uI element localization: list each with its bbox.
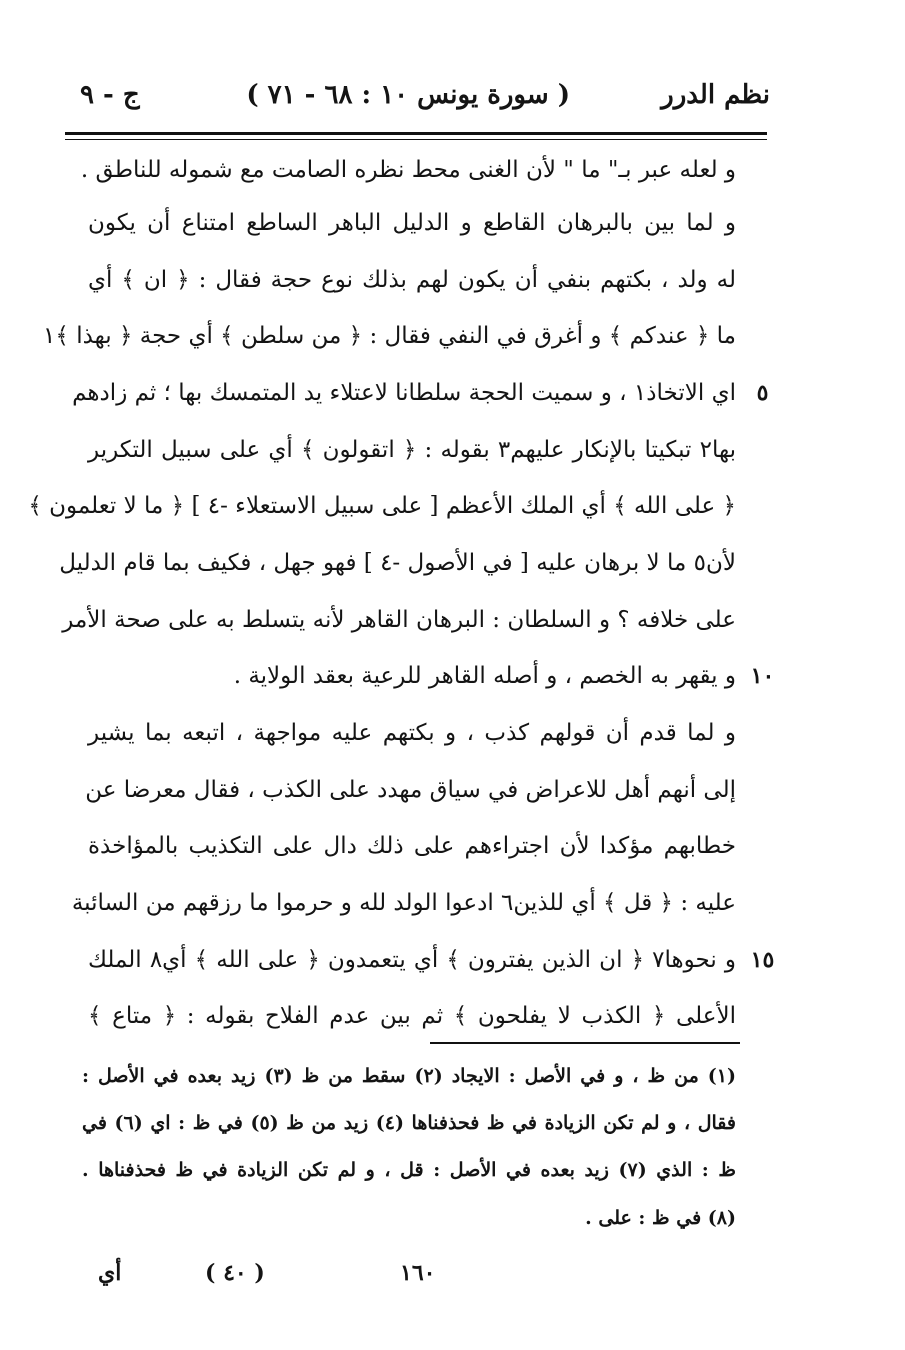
page-header — [70, 80, 770, 130]
header-rule-thin — [65, 139, 767, 140]
text-line: على خلافه ؟ و السلطان : البرهان القاهر لأنه يتسلط به على صحة الأمر — [62, 607, 736, 633]
header-rule-thick — [65, 132, 767, 135]
text-line: و لما بين بالبرهان القاطع و الدليل الباهر الساطع امتناع أن يكون — [88, 210, 736, 236]
footnote-line: (١) من ظ ، و في الأصل : الايجاد (٢) سقط من ظ (٣) زيد بعده في الأصل : — [82, 1065, 736, 1087]
text-line: و لما قدم أن قولهم كذب ، و بكتهم عليه مواجهة ، اتبعه بما يشير — [88, 720, 736, 746]
text-line: و لعله عبر بـ" ما " لأن الغنى محط نظره الصامت مع شموله للناطق . — [80, 157, 736, 183]
text-line: ما ﴿ عندكم ﴾ و أغرق في النفي فقال : ﴿ من سلطن ﴾ أي حجة ﴿ بهذا ﴾١ — [43, 323, 736, 349]
text-line: خطابهم مؤكدا لأن اجتراءهم على ذلك دال على التكذيب بالمؤاخذة — [88, 833, 736, 859]
line-number: ٥ — [756, 380, 769, 406]
footnote-line: (٨) في ظ : على . — [585, 1207, 736, 1229]
surah-reference: ( سورة يونس ١٠ : ٦٨ - ٧١ ) — [246, 80, 570, 110]
footnote-line: فقال ، و لم تكن الزيادة في ظ فحذفناها (٤) زيد من ظ (٥) في ظ : اي (٦) في — [82, 1112, 736, 1134]
text-line: و يقهر به الخصم ، و أصله القاهر للرعية بعقد الولاية . — [233, 663, 736, 689]
text-line: ﴿ على الله ﴾ أي الملك الأعظم [ على سبيل الاستعلاء -٤ ] ﴿ ما لا تعلمون ﴾ — [28, 493, 736, 519]
catchword: أي — [98, 1260, 122, 1286]
signature-mark: ( ٤٠ ) — [205, 1260, 265, 1286]
text-line: اي الاتخاذ١ ، و سميت الحجة سلطانا لاعتلاء يد المتمسك بها ؛ ثم زادهم — [72, 380, 736, 406]
line-number: ١٠ — [750, 663, 775, 689]
book-title: نظم الدرر — [661, 80, 770, 110]
text-line: لأن٥ ما لا برهان عليه [ في الأصول -٤ ] فهو جهل ، فكيف بما قام الدليل — [59, 550, 736, 576]
text-line: إلى أنهم أهل للاعراض في سياق مهدد على الكذب ، فقال معرضا عن — [85, 777, 736, 803]
text-line: له ولد ، بكتهم بنفي أن يكون لهم بذلك نوع حجة فقال : ﴿ ان ﴾ أي — [88, 267, 736, 293]
volume-number: ج - ٩ — [80, 80, 140, 110]
text-line: و نحوها٧ ﴿ ان الذين يفترون ﴾ أي يتعمدون ﴿ على الله ﴾ أي٨ الملك — [88, 947, 736, 973]
text-line: الأعلى ﴿ الكذب لا يفلحون ﴾ ثم بين عدم الفلاح بقوله : ﴿ متاع ﴾ — [88, 1003, 736, 1029]
text-line: بها٢ تبكيتا بالإنكار عليهم٣ بقوله : ﴿ اتقولون ﴾ أي على سبيل التكرير — [88, 437, 737, 463]
footnote-rule — [430, 1042, 740, 1044]
line-number: ١٥ — [750, 947, 775, 973]
footnote-line: ظ : الذي (٧) زيد بعده في الأصل : قل ، و لم تكن الزيادة في ظ فحذفناها . — [82, 1159, 736, 1181]
text-line: عليه : ﴿ قل ﴾ أي للذين٦ ادعوا الولد لله و حرموا ما رزقهم من السائبة — [71, 890, 736, 916]
page-number: ١٦٠ — [400, 1260, 436, 1286]
